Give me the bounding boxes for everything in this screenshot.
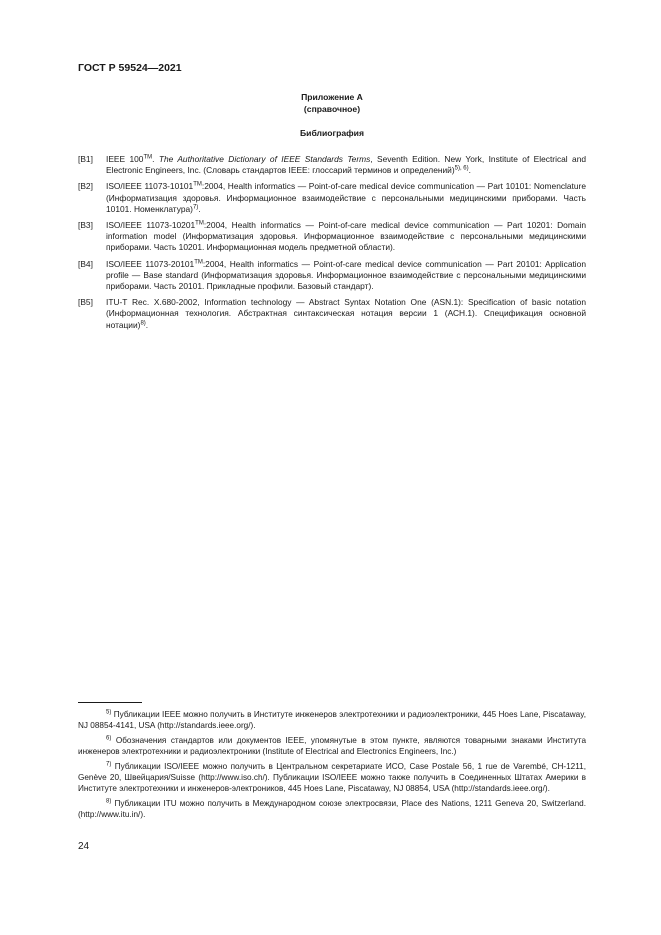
trademark-mark: TM <box>143 154 153 161</box>
footnote-mark: 6) <box>106 735 112 742</box>
footnote-ref: 8) <box>140 320 146 327</box>
entry-text: ISO/IEEE 11073-20101™:2004, Health informatics — Point-of-care medical device communication — Part 20101: Application profile — Base standard (Информатизация здоровья. Информационное взаимодействие с персональными медицинскими приборами. Часть 20101. Прикладные профили. Базовый стандарт). <box>106 258 586 292</box>
footnote: $^{6)}$ Обозначения стандартов или документов IEEE, упомянутые в этом пункте, являются товарными знаками Института инженеров электротехники и радиоэлектроники (Institute of Electrical and Electronics Engineers, Inc.) <box>78 735 586 757</box>
bibliography-title: Библиография <box>300 128 364 138</box>
entry-number: [B1] <box>78 154 93 164</box>
footnote: $^{7)}$ Публикации ISO/IEEE можно получить в Центральном секретариате ИСО, Case Postale 56, 1 rue de Varembé, CH-1211, Genève 20, Швейцария/Suisse (http://www.iso.ch/). Публикации ISO/IEEE можно также получить в Соединенных Штатах Америки в Институте электротехники и инженеров-электроников, 445 Hoes Lane, Piscataway, NJ 08854, USA (http://standards.ieee.org/). <box>78 761 586 794</box>
footnote-mark: 8) <box>106 798 112 805</box>
entry-number: [B4] <box>78 258 93 269</box>
annex-heading <box>78 92 586 115</box>
annex-title: Приложение А <box>301 92 363 102</box>
footnote-ref: 7) <box>192 204 199 211</box>
entry-text: ISO/IEEE 11073-10201™:2004, Health informatics — Point-of-care medical device communication — Part 10201: Domain information model (Информатизация здоровья. Информационное взаимодействие с персональными медицинскими приборами. Часть 10201. Информационная модель предметной области). <box>106 220 586 253</box>
entry-number: [B5] <box>78 297 93 308</box>
footnote: $^{8)}$ Публикации ITU можно получить в Международном союзе электросвязи, Place des Nations, 1211 Geneva 20, Switzerland. (http://www.itu.in/). <box>78 798 586 820</box>
bibliography-entry <box>78 259 586 293</box>
trademark-mark: TM <box>195 220 204 227</box>
bibliography-entry <box>78 181 586 215</box>
footnote-ref: 5), 6) <box>454 165 469 172</box>
bibliography-entry <box>78 220 586 254</box>
entry-text: IEEE 100™. The Authoritative Dictionary of IEEE Standards Terms, Seventh Edition. New York, Institute of Electrical and Electronic Engineers, Inc. (Словарь стандартов IEEE: глоссарий терминов и определений)$^{5), 6)}$. <box>106 154 587 176</box>
footnote-mark: 5) <box>106 709 112 716</box>
document-code: ГОСТ Р 59524—2021 <box>78 62 182 74</box>
entry-text: ITU-T Rec. X.680-2002, Information technology — Abstract Syntax Notation One (ASN.1): Specification of basic notation (Информационная технология. Абстрактная синтаксическая нотация версии 1 (АСН.1). Спецификация основной нотации)$^{8)}$. <box>106 297 586 330</box>
footnote: $^{5)}$ Публикации IEEE можно получить в Институте инженеров электротехники и радиоэлектроники, 445 Hoes Lane, Piscataway, NJ 08854-4141, USA (http://standards.ieee.org/). <box>78 709 586 731</box>
entry-number: [B3] <box>78 220 93 231</box>
footnote-mark: 7) <box>106 761 112 768</box>
page-number: 24 <box>78 841 90 852</box>
annex-subtitle: (справочное) <box>303 103 361 114</box>
entry-number: [B2] <box>78 181 93 192</box>
bibliography-entry <box>78 154 586 176</box>
footnotes <box>78 709 586 824</box>
bibliography-entry <box>78 297 586 331</box>
trademark-mark: TM <box>194 259 203 266</box>
bibliography-list <box>78 154 586 336</box>
footnote-separator <box>78 702 142 703</box>
trademark-mark: TM <box>193 181 202 188</box>
entry-text: ISO/IEEE 11073-10101™:2004, Health informatics — Point-of-care medical device communication — Part 10101: Nomenclature (Информатизация здоровья. Информационное взаимодействие с персональными медицинскими приборами. Часть 10101. Номенклатура)$^{7)}$. <box>106 181 586 214</box>
